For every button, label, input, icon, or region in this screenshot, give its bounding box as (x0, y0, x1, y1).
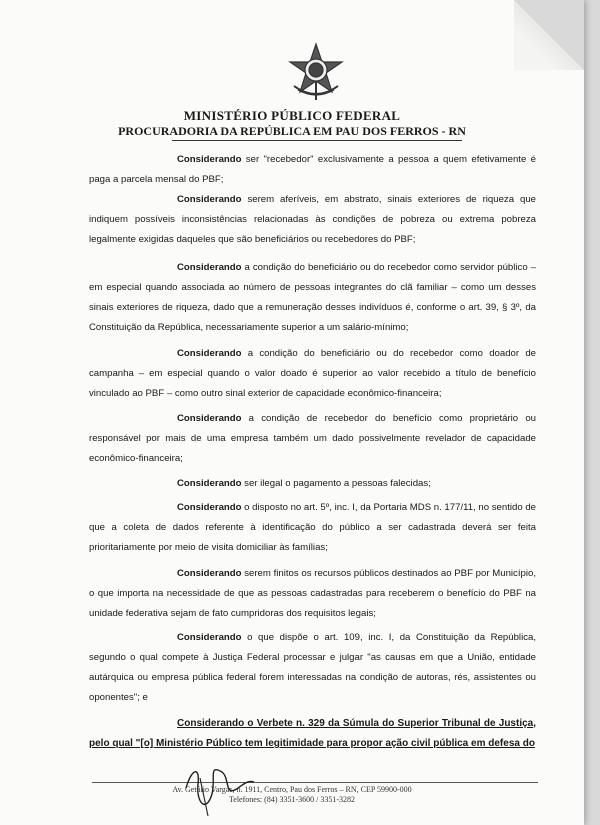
paragraph-10: Considerando o Verbete n. 329 da Súmula do Superior Tribunal de Justiça, pelo qual "[o] Ministério Público tem legitimidade para propor ação civil pública em defesa do (89, 718, 536, 749)
folded-corner (514, 0, 584, 70)
paragraph-5: Considerando a condição de recebedor do benefício como proprietário ou responsável por mais de uma empresa também um dado possivelmente revelador de capacidade econômico-financeira; (89, 413, 536, 464)
footer-phones: Telefones: (84) 3351-3600 / 3351-3282 (228, 795, 356, 804)
paragraph-8: Considerando serem finitos os recursos públicos destinados ao PBF por Município, o que importa na necessidade de que as pessoas cadastradas para receberem o benefício do PBF na unidade federativa sejam de fato cumpridoras dos requisitos legais; (89, 568, 536, 619)
coat-of-arms-seal (284, 40, 348, 104)
office-name: PROCURADORIA DA REPÚBLICA EM PAU DOS FERROS - RN (118, 124, 466, 138)
footer-address: Av. Getúlio Vargas, n. 1911, Centro, Pau dos Ferros – RN, CEP 59900-000 (172, 785, 412, 794)
paragraph-2: Considerando serem aferíveis, em abstrato, sinais exteriores de riqueza que indiquem possíveis inconsistências relacionadas às condições de pobreza ou extrema pobreza legalmente exigidas daqueles que são beneficiários ou recebedores do PBF; (89, 194, 536, 245)
header-divider (172, 140, 462, 141)
paragraph-6: Considerando ser ilegal o pagamento a pessoas falecidas; (177, 478, 431, 489)
paragraph-1: Considerando ser "recebedor" exclusivamente a pessoa a quem efetivamente é paga a parcela mensal do PBF; (89, 154, 536, 185)
footer-divider (92, 782, 538, 783)
paragraph-7: Considerando o disposto no art. 5º, inc. I, da Portaria MDS n. 177/11, no sentido de que a coleta de dados referente à identificação do público a ser cadastrada deverá ser feita prioritariamente por meio de visita domiciliar às famílias; (89, 502, 537, 553)
paragraph-3: Considerando a condição do beneficiário ou do recebedor como servidor público – em especial quando associada ao número de pessoas integrantes do clã familiar – como um desses sinais exteriores de riqueza, dado que a remuneração desses indivíduos é, conforme o art. 39, § 3º, da Constituição da República, necessariamente superior a um salário-mínimo; (89, 262, 536, 333)
paragraph-9: Considerando o que dispõe o art. 109, inc. I, da Constituição da República, segundo o qual compete à Justiça Federal processar e julgar "as causas em que a União, entidade autárquica ou empresa pública federal forem interessadas na condição de autoras, rés, assistentes ou oponentes"; e (89, 632, 536, 703)
paragraph-4: Considerando a condição do beneficiário ou do recebedor como doador de campanha – em especial quando o valor doado é superior ao valor recebido a título de benefício vinculado ao PBF – como outro sinal exterior de capacidade econômico-financeira; (89, 348, 536, 399)
institution-name: MINISTÉRIO PÚBLICO FEDERAL (183, 108, 401, 123)
